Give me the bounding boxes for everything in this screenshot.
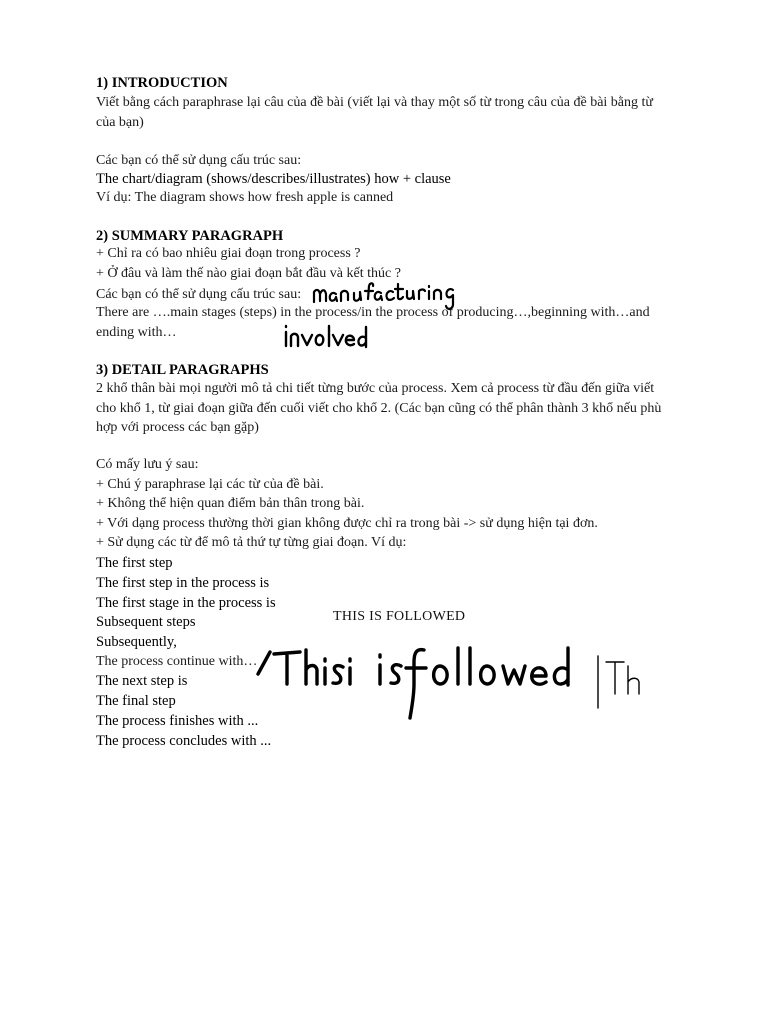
intro-line-2: của bạn) [96,115,144,130]
sequence-phrase: The process finishes with ... [96,713,259,729]
sequence-phrase: The first step [96,555,173,571]
sequence-phrase: The next step is [96,673,188,689]
detail-line-2: cho khổ 1, từ giai đoạn giữa đến cuối viết cho khổ 2. (Các bạn cũng có thể phân thành 3 khổ nếu phù [96,401,662,416]
detail-note-3: + Với dạng process thường thời gian không được chỉ ra trong bài -> sử dụng hiện tại đơn. [96,516,598,531]
sequence-phrase: The process concludes with ... [96,733,272,749]
summary-bullet-2: + Ở đâu và làm thế nào giai đoạn bắt đầu và kết thúc ? [96,266,401,281]
sequence-phrase: The first step in the process is [96,575,270,591]
detail-line-1: 2 khổ thân bài mọi người mô tả chi tiết từng bước của process. Xem cả process từ đầu đến giữa viết [96,381,655,396]
intro-example: Ví dụ: The diagram shows how fresh apple is canned [96,190,394,205]
summary-heading: 2) SUMMARY PARAGRAPH [96,228,284,244]
summary-line-2: ending with… [96,325,177,340]
detail-note-1: + Chú ý paraphrase lại các từ của đề bài. [96,477,324,492]
detail-note-4: + Sử dụng các từ để mô tả thứ tự từng giai đoạn. Ví dụ: [96,535,407,550]
sequence-phrase: Subsequent steps [96,614,196,630]
summary-bullet-1: + Chỉ ra có bao nhiêu giai đoạn trong process ? [96,246,361,261]
sequence-phrase: Subsequently, [96,634,177,650]
detail-notes-label: Có mấy lưu ý sau: [96,457,199,472]
handwritten-note-involved [282,322,372,354]
intro-structure-label: Các bạn có thể sử dụng cấu trúc sau: [96,153,302,168]
detail-note-2: + Không thể hiện quan điểm bản thân trong bài. [96,496,365,511]
typed-note: THIS IS FOLLOWED [333,609,466,624]
detail-heading: 3) DETAIL PARAGRAPHS [96,362,269,378]
intro-structure: The chart/diagram (shows/describes/illustrates) how + clause [96,171,451,187]
intro-heading: 1) INTRODUCTION [96,75,228,91]
intro-line-1: Viết bằng cách paraphrase lại câu của đề bài (viết lại và thay một số từ trong câu của đề bài bằng từ [96,95,653,110]
handwritten-note-th [592,652,652,712]
summary-structure-label: Các bạn có thể sử dụng cấu trúc sau: [96,287,302,302]
sequence-phrase: The final step [96,693,176,709]
handwritten-note-manufacturing [310,278,460,312]
handwritten-note-this-is-followed [254,640,584,724]
sequence-phrase: The first stage in the process is [96,595,276,611]
detail-line-3: hợp với process các bạn gặp) [96,420,259,435]
summary-line-1: There are ….main stages (steps) in the process/in the process of producing…,beginning with…and [96,305,650,320]
sequence-phrase: The process continue with… [96,654,258,669]
